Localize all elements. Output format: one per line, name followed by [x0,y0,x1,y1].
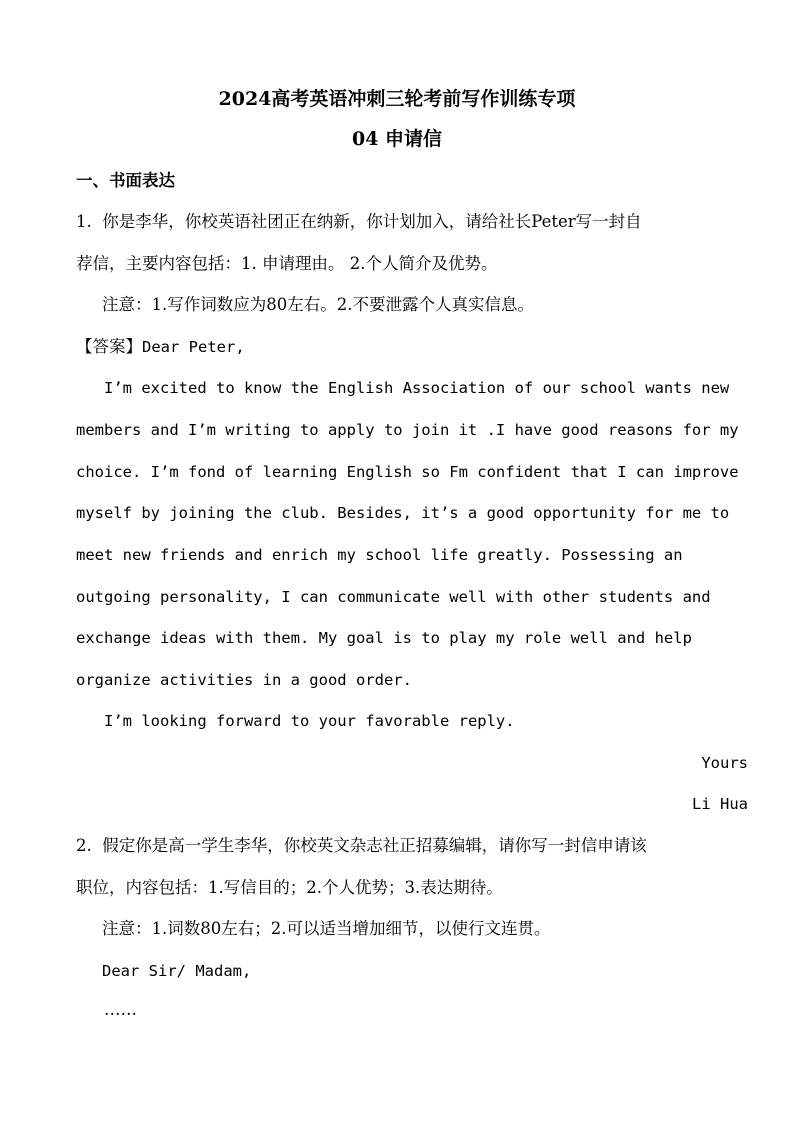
q2-prompt-line-2: 职位，内容包括：1.写信目的；2.个人优势；3.表达期待。 [76,878,503,897]
q2-ellipsis: …… [104,1000,137,1019]
q1-body-line: myself by joining the club. Besides, it’s a good opportunity for me to [76,504,730,522]
page-subtitle: 04 申请信 [351,128,443,150]
q1-prompt-line-2: 荐信，主要内容包括：1. 申请理由。 2.个人简介及优势。 [76,254,498,273]
q1-salutation: Dear Peter, [142,338,245,356]
q1-signature: Li Hua [692,795,748,813]
q2-salutation: Dear Sir/ Madam, [102,962,252,980]
q2-prompt-line-1: 2. 假定你是高一学生李华，你校英文杂志社正招募编辑，请你写一封信申请该 [76,836,647,855]
q1-closing: Yours [701,754,748,772]
q2-note: 注意：1.词数80左右；2.可以适当增加细节，以使行文连贯。 [102,919,551,938]
q1-body-line: I’m looking forward to your favorable reply. [104,712,515,730]
q1-body-line: outgoing personality, I can communicate well with other students and [76,588,711,606]
section-heading: 一、书面表达 [76,171,175,190]
q1-body-line: choice. I’m fond of learning English so Fm confident that I can improve [76,463,739,481]
q1-body-line: organize activities in a good order. [76,671,412,689]
q1-prompt-line-1: 1. 你是李华，你校英语社团正在纳新，你计划加入，请给社长Peter写一封自 [76,212,642,231]
q1-answer-line [76,336,245,358]
q1-body-line: I’m excited to know the English Association of our school wants new [104,379,730,397]
q1-body-line: exchange ideas with them. My goal is to play my role well and help [76,629,692,647]
q1-body-line: members and I’m writing to apply to join it .I have good reasons for my [76,421,739,439]
q1-body-line: meet new friends and enrich my school life greatly. Possessing an [76,546,683,564]
page-title: 2024高考英语冲刺三轮考前写作训练专项 [218,88,576,110]
answer-label: 【答案】 [76,337,142,356]
q1-note: 注意：1.写作词数应为80左右。2.不要泄露个人真实信息。 [102,295,534,314]
